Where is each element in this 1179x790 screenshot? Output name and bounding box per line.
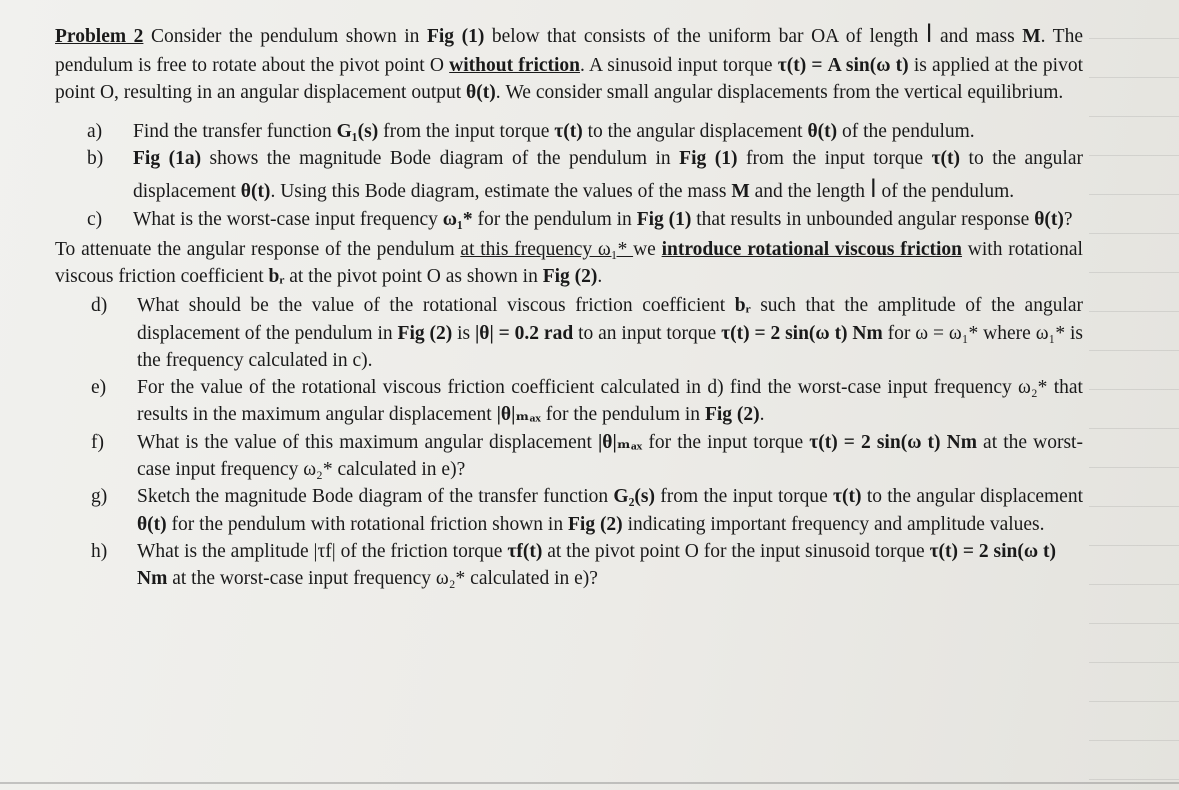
question-label: d) [91, 295, 108, 317]
problem-intro: Problem 2 Consider the pendulum shown in Fig (1) below that consists of the uniform bar OA of length l and mass M. The pendulum is free to rotate about the pivot point O without friction. A sinusoid input torque τ(t) = A sin(ω t) is applied at the pivot point O, resulting in an angular displacement output θ(t). We consider small angular displacements from the vertical equilibrium. [55, 20, 1084, 103]
question-text: Find the transfer function G₁(s) from the input torque τ(t) to the angular displacement θ(t) of the pendulum. [133, 121, 975, 143]
question-e [91, 374, 1083, 429]
question-g [91, 483, 1083, 538]
question-label: e) [91, 377, 107, 399]
question-label: a) [87, 121, 103, 143]
question-label: b) [87, 148, 104, 170]
question-h [91, 538, 1083, 593]
question-c [87, 206, 1083, 233]
question-text: What is the amplitude |τf| of the friction torque τf(t) at the pivot point O for the input sinusoid torque τ(t) = 2 sin(ω t) Nm at the worst-case input frequency ω₂* calculated in e)? [137, 540, 1056, 590]
question-label: f) [91, 431, 104, 453]
question-a [87, 118, 1083, 145]
question-label: g) [91, 486, 108, 508]
question-text: Sketch the magnitude Bode diagram of the transfer function G₂(s) from the input torque τ(t) to the angular displacement θ(t) for the pendulum with rotational friction shown in Fig (2) indicating important frequency and amplitude values. [137, 486, 1084, 535]
question-text: Fig (1a) shows the magnitude Bode diagram of the pendulum in Fig (1) from the input torque τ(t) to the angular displacement θ(t). Using this Bode diagram, estimate the values of the mass M and the length l of the pendulum. [133, 148, 1083, 203]
question-text: What should be the value of the rotational viscous friction coefficient bᵣ such that the amplitude of the angular displacement of the pendulum in Fig (2) is |θ| = 0.2 rad to an input torque τ(t) = 2 sin(ω t) Nm for ω = ω₁* where ω₁* is the frequency calculated in c). [137, 295, 1084, 371]
question-b [87, 145, 1083, 206]
question-label: h) [91, 540, 108, 562]
question-text: For the value of the rotational viscous friction coefficient calculated in d) find the worst-case input frequency ω₂* that results in the maximum angular displacement |θ|ₘₐₓ for the pendulum in Fig (2). [137, 377, 1083, 426]
question-text: What is the value of this maximum angular displacement |θ|ₘₐₓ for the input torque τ(t) = 2 sin(ω t) Nm at the worst-case input frequency ω₂* calculated in e)? [137, 431, 1083, 481]
friction-intro: To attenuate the angular response of the pendulum at this frequency ω₁* we introduce rotational viscous friction with rotational viscous friction coefficient bᵣ at the pivot point O as shown in Fig (2). [55, 238, 1083, 287]
problem-label: Problem 2 [55, 26, 144, 47]
question-f [91, 429, 1083, 484]
question-d [91, 292, 1083, 374]
question-text: What is the worst-case input frequency ω₁* for the pendulum in Fig (1) that results in unbounded angular response θ(t)? [133, 209, 1073, 231]
question-label: c) [87, 209, 103, 231]
